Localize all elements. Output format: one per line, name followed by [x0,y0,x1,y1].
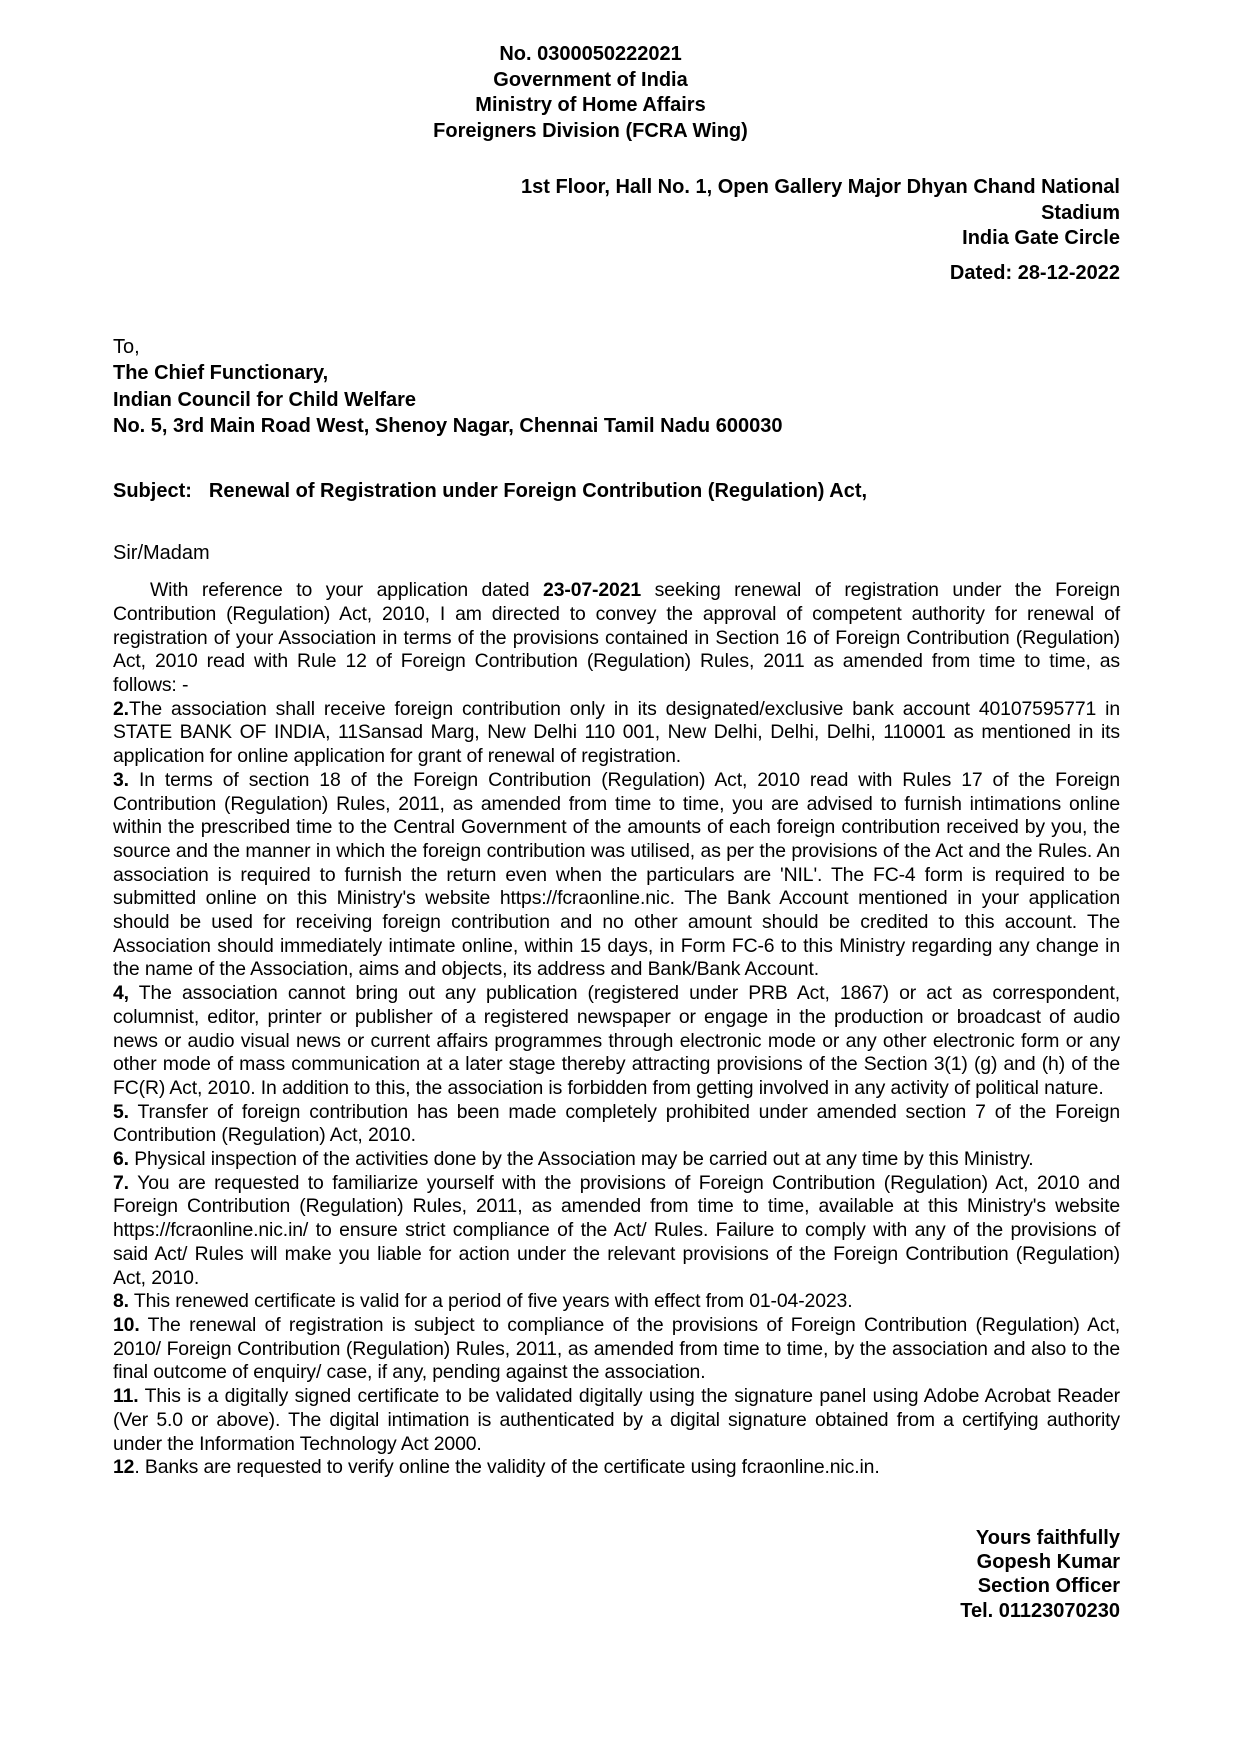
body-paragraph-2: 2.The association shall receive foreign contribution only in its designated/exclusive bank account 40107595771 in STATE BANK OF INDIA, 11Sansad Marg, New Delhi 110 001, New Delhi, Delhi, Delhi, 110001 as mentioned in its application for online application for grant of renewal of registration. [113,697,1120,768]
signature-designation: Section Officer [977,1575,1120,1598]
body-paragraph-7: 7. You are requested to familiarize yourself with the provisions of Foreign Contribution (Regulation) Act, 2010 and Foreign Contribution (Regulation) Rules, 2011, as amended from time to time, available at this Ministry's website https://fcraonline.nic.in/ to ensure strict compliance of the Act/ Rules. Failure to comply with any of the provisions of said Act/ Rules will make you liable for action under the relevant provisions of the Foreign Contribution (Regulation) Act, 2010. [113,1171,1120,1289]
recipient-address: No. 5, 3rd Main Road West, Shenoy Nagar, Chennai Tamil Nadu 600030 [113,414,783,437]
signature-block [113,1526,1120,1623]
body-paragraph-11: 11. This is a digitally signed certificate to be validated digitally using the signature panel using Adobe Acrobat Reader (Ver 5.0 or above). The digital intimation is authenticated by a digital signature obtained from a certifying authority under the Information Technology Act 2000. [113,1385,1120,1455]
dated-line: Dated: 28-12-2022 [949,261,1120,284]
office-address-line: 1st Floor, Hall No. 1, Open Gallery Major Dhyan Chand National [520,176,1120,198]
subject-text: Renewal of Registration under Foreign Contribution (Regulation) Act, [208,480,868,503]
reference-number: No. 0300050222021 [499,43,682,65]
body-paragraph-intro: With reference to your application dated 23-07-2021 seeking renewal of registration under the Foreign Contribution (Regulation) Act, 2010, I am directed to convey the approval of competent authority for renewal of registration of your Association in terms of the provisions contained in Section 16 of Foreign Contribution (Regulation) Act, 2010 read with Rule 12 of Foreign Contribution (Regulation) Rules, 2011 as amended from time to time, as follows: - [113,579,1120,696]
letter-header [113,42,1068,144]
greeting: Sir/Madam [113,542,210,565]
letter-body [113,579,1120,1480]
body-paragraph-3: 3. In terms of section 18 of the Foreign Contribution (Regulation) Act, 2010 read with Rules 17 of the Foreign Contribution (Regulation) Rules, 2011, as amended from time to time, you are advised to furnish intimations online within the prescribed time to the Central Government of the amounts of each foreign contribution received by you, the source and the manner in which the foreign contribution was utilised, as per the provisions of the Act and the Rules. An association is required to furnish the return even when the particulars are 'NIL'. The FC-4 form is required to be submitted online on this Ministry's website https://fcraonline.nic. The Bank Account mentioned in your application should be used for receiving foreign contribution and no other amount should be credited to this account. The Association should immediately intimate online, within 15 days, in Form FC-6 to this Ministry regarding any change in the name of the Association, aims and objects, its address and Bank/Bank Account. [113,768,1120,981]
header-government: Government of India [493,68,688,91]
office-address-block [113,175,1120,252]
body-paragraph-12: 12. Banks are requested to verify online the validity of the certificate using fcraonline.nic.in. [113,1456,880,1479]
body-paragraph-10: 10. The renewal of registration is subject to compliance of the provisions of Foreign Contribution (Regulation) Act, 2010/ Foreign Contribution (Regulation) Rules, 2011, as amended from time to time, by the association and also to the final outcome of enquiry/ case, if any, pending against the association. [113,1313,1120,1384]
signature-valediction: Yours faithfully [975,1526,1120,1549]
office-address-line: Stadium [1041,201,1120,224]
body-paragraph-4: 4, The association cannot bring out any publication (registered under PRB Act, 1867) or act as correspondent, columnist, editor, printer or publisher of a registered newspaper or engage in the production or broadcast of audio news or audio visual news or current affairs programmes through electronic mode or any other electronic form or any other mode of mass communication at a later stage thereby attracting provisions of the Section 3(1) (g) and (h) of the FC(R) Act, 2010. In addition to this, the association is forbidden from getting involved in any activity of political nature. [113,982,1120,1099]
signature-name: Gopesh Kumar [976,1551,1120,1574]
body-paragraph-8: 8. This renewed certificate is valid for a period of five years with effect from 01-04-2023. [113,1290,853,1313]
recipient-organisation: Indian Council for Child Welfare [113,388,416,411]
to-label: To, [113,336,140,358]
header-division: Foreigners Division (FCRA Wing) [433,119,748,142]
subject-label: Subject: [113,480,192,503]
body-paragraph-5: 5. Transfer of foreign contribution has been made completely prohibited under amended section 7 of the Foreign Contribution (Regulation) Act, 2010. [113,1100,1120,1147]
header-ministry: Ministry of Home Affairs [475,94,706,116]
recipient-block [113,334,1120,439]
signature-phone: Tel. 01123070230 [960,1599,1120,1622]
subject-line [113,478,1120,504]
office-address-line: India Gate Circle [962,227,1120,249]
recipient-name: The Chief Functionary, [113,362,329,385]
body-paragraph-6: 6. Physical inspection of the activities done by the Association may be carried out at any time by this Ministry. [113,1148,1034,1171]
